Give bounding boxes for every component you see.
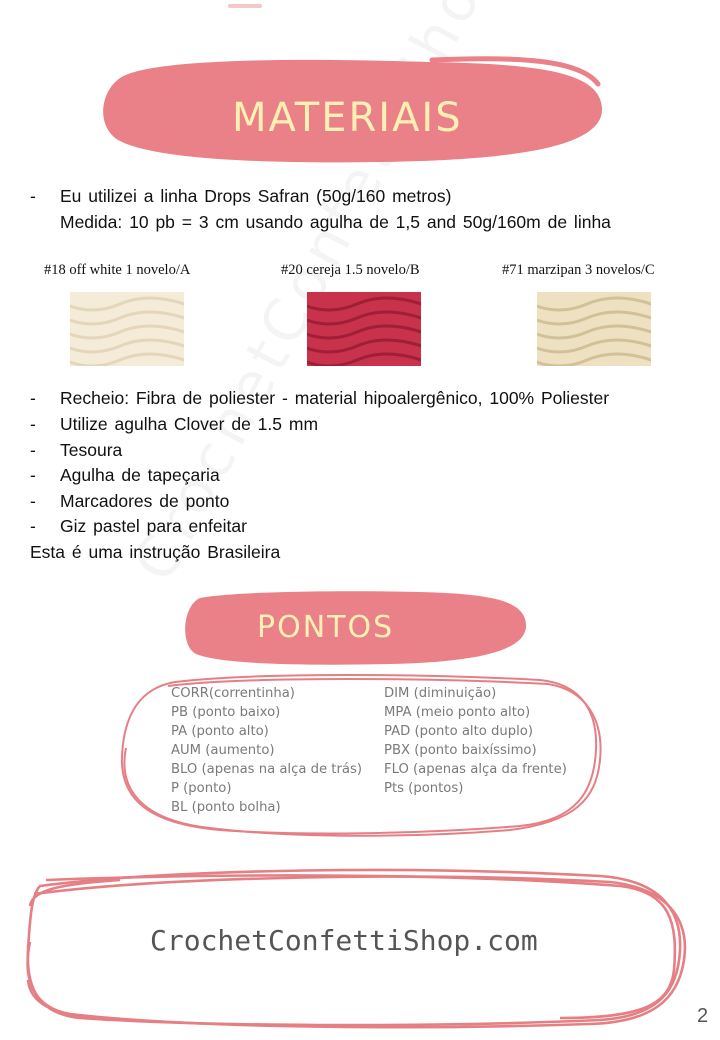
abbr-item: DIM (diminuição) (384, 686, 497, 701)
bullet-dash: - (30, 465, 36, 485)
bullet-dash: - (30, 388, 36, 408)
bullet-dash: - (30, 414, 36, 434)
material-text: Tesoura (60, 440, 123, 460)
yarn-swatch-marzipan (537, 292, 651, 366)
materiais-title: MATERIAIS (232, 95, 463, 141)
material-text: Giz pastel para enfeitar (60, 516, 247, 536)
abbr-item: PAD (ponto alto duplo) (384, 724, 534, 739)
abbr-item: Pts (pontos) (384, 781, 464, 796)
abbr-item: PA (ponto alto) (171, 724, 269, 739)
material-item (30, 515, 247, 537)
material-item (30, 413, 318, 435)
abbr-item: MPA (meio ponto alto) (384, 705, 531, 720)
abbr-item: FLO (apenas alça da frente) (384, 762, 567, 777)
material-item (30, 387, 609, 409)
abbr-item: BLO (apenas na alça de trás) (171, 762, 362, 777)
bullet-dash: - (30, 516, 36, 536)
pontos-left-column (171, 684, 362, 817)
abbr-item: PBX (ponto baixíssimo) (384, 743, 537, 758)
material-text: Recheio: Fibra de poliester - material hipoalergênico, 100% Poliester (60, 388, 610, 408)
material-text: Agulha de tapeçaria (60, 465, 220, 485)
intro-line-1 (30, 185, 451, 207)
material-item (30, 464, 220, 486)
page-number: 2 (697, 1005, 709, 1027)
bullet-dash: - (30, 440, 36, 460)
yarn-label-b: #20 cereja 1.5 novelo/B (281, 262, 420, 278)
pontos-right-column (384, 684, 567, 798)
material-text: Utilize agulha Clover de 1.5 mm (60, 414, 319, 434)
abbr-item: CORR(correntinha) (171, 686, 295, 701)
pontos-title: PONTOS (257, 610, 395, 645)
abbr-item: BL (ponto bolha) (171, 800, 281, 815)
abbr-item: PB (ponto baixo) (171, 705, 281, 720)
bullet-dash: - (30, 491, 36, 511)
material-item (30, 490, 229, 512)
intro-text-1: Eu utilizei a linha Drops Safran (50g/160 metros) (60, 186, 452, 206)
abbr-item: P (ponto) (171, 781, 232, 796)
yarn-swatch-off-white (70, 292, 184, 366)
abbr-item: AUM (aumento) (171, 743, 275, 758)
footer-site-link[interactable]: CrochetConfettiShop.com (150, 924, 538, 957)
bullet-dash: - (30, 186, 36, 206)
material-text: Marcadores de ponto (60, 491, 230, 511)
intro-line-2 (30, 211, 611, 233)
intro-text-2: Medida: 10 pb = 3 cm usando agulha de 1,5 and 50g/160m de linha (60, 212, 611, 232)
yarn-swatch-cereja (307, 292, 421, 366)
yarn-label-c: #71 marzipan 3 novelos/C (502, 262, 655, 278)
material-item (30, 439, 122, 461)
materiais-banner-blob (0, 0, 720, 180)
instruction-note: Esta é uma instrução Brasileira (30, 542, 281, 562)
yarn-label-a: #18 off white 1 novelo/A (44, 262, 191, 278)
